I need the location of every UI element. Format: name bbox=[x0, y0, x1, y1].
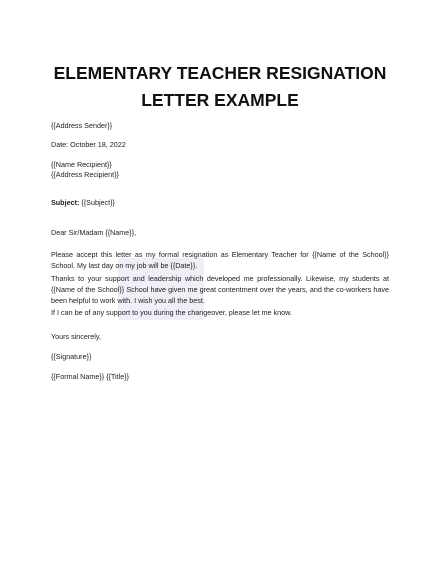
title-line-1: ELEMENTARY TEACHER RESIGNATION bbox=[53, 63, 387, 83]
signature: {{Signature}} bbox=[51, 352, 92, 361]
subject-line bbox=[51, 198, 115, 208]
letter-date: Date: October 18, 2022 bbox=[51, 140, 126, 149]
title-line-2: LETTER EXAMPLE bbox=[141, 90, 299, 110]
page-title bbox=[0, 60, 440, 114]
body-paragraph-1: Please accept this letter as my formal resignation as Elementary Teacher for {{Name of the School}} School. My last day on my job will be {{Date}}. bbox=[51, 250, 389, 271]
subject-value: {{Subject}} bbox=[79, 198, 115, 207]
address-sender: {{Address Sender}} bbox=[51, 121, 113, 130]
address-recipient: {{Address Recipient}} bbox=[51, 170, 119, 179]
formal-name: {{Formal Name}} {{Title}} bbox=[51, 372, 130, 381]
body-paragraph-3: If I can be of any support to you during the changeover, please let me know. bbox=[51, 308, 292, 317]
body-paragraph-2: Thanks to your support and leadership which developed me professionally. Likewise, my students at {{Name of the School}} School have given me great contentment over the years, and the co-workers have been helpful to work with. I wish you all the best. bbox=[51, 274, 389, 306]
salutation: Dear Sir/Madam {{Name}}, bbox=[51, 228, 137, 237]
name-recipient: {{Name Recipient}} bbox=[51, 160, 112, 169]
subject-label: Subject: bbox=[51, 198, 80, 207]
closing: Yours sincerely, bbox=[51, 332, 101, 341]
